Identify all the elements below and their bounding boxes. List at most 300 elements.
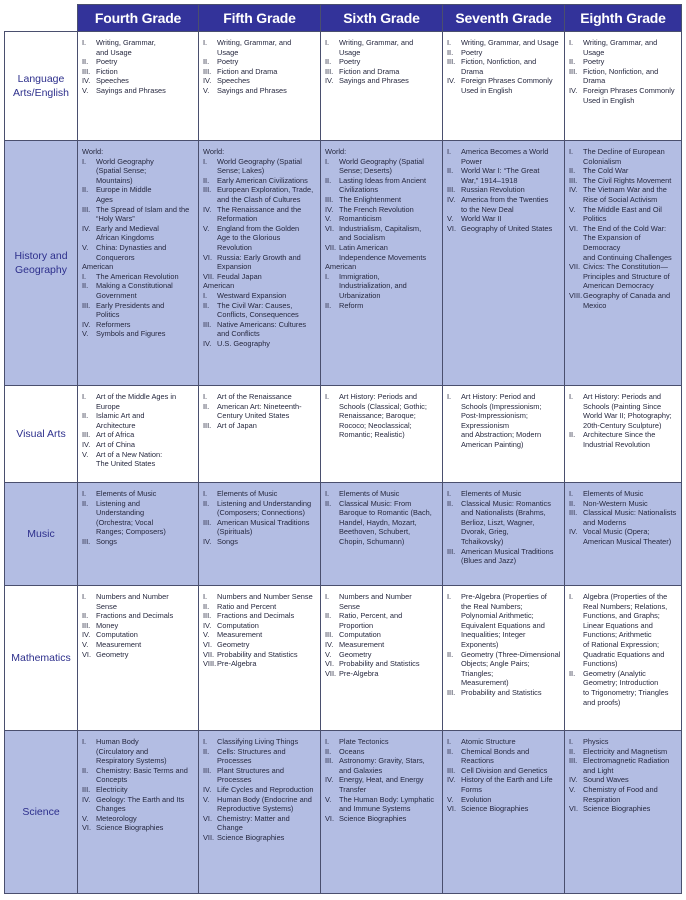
topic-text-line: Early Presidents and (96, 300, 165, 310)
topic-numeral: VI. (569, 804, 579, 814)
topic-item (82, 537, 196, 547)
topic-text-line: Transfer (339, 784, 367, 794)
topic-numeral: III. (82, 66, 91, 76)
topic-item (569, 527, 679, 546)
topic-item (82, 411, 196, 430)
topic-text-line: Pre-Algebra (Properties of (461, 592, 547, 601)
topic-text-line: Foreign Phrases Commonly (461, 76, 553, 86)
topic-text-line: Government (96, 290, 137, 300)
topic-text (583, 262, 679, 291)
grade-header-fourth: Fourth Grade (78, 5, 199, 32)
topic-numeral: I. (569, 592, 574, 601)
topic-text (461, 804, 562, 814)
topic-item (82, 621, 196, 631)
topic-numeral: I. (203, 38, 208, 47)
topic-numeral: I. (325, 737, 330, 746)
topic-numeral: VI. (203, 252, 213, 262)
topic-text (339, 38, 440, 57)
topic-text-line: Mountains) (96, 175, 133, 185)
topic-text (217, 489, 318, 499)
topic-item (325, 157, 440, 176)
topic-text-line: Drama (461, 66, 484, 76)
topic-text (583, 185, 679, 204)
topic-text-line: Astronomy: Gravity, Stars, (339, 756, 425, 766)
topic-item (569, 592, 679, 669)
topic-item (203, 795, 318, 814)
subject-label (5, 483, 78, 586)
topic-item (82, 224, 196, 243)
topic-text-line: Human Body (96, 737, 139, 746)
topic-numeral: IV. (203, 76, 212, 86)
topic-numeral: V. (325, 794, 332, 804)
topic-numeral: I. (569, 392, 574, 401)
topic-text-line: Money (96, 620, 119, 630)
topic-text-line: The Human Body: Lymphatic (339, 794, 435, 804)
subject-label-line: Music (27, 528, 55, 540)
topic-text (217, 518, 318, 537)
topic-text-line: Physics (583, 737, 609, 746)
topic-item (569, 291, 679, 310)
topic-text (217, 392, 318, 402)
topic-numeral: VII. (203, 271, 215, 281)
topic-text (96, 537, 196, 547)
topic-text-line: Computation (217, 620, 259, 630)
topic-item (325, 38, 440, 57)
topic-text (461, 38, 562, 48)
topic-item (203, 320, 318, 339)
topic-text-line: Measurement (96, 639, 142, 649)
topic-numeral: I. (203, 156, 208, 166)
topic-text-line: and Nationalists (Brahms, (461, 508, 546, 518)
topic-item (569, 785, 679, 804)
topic-numeral: V. (82, 639, 89, 649)
topic-item (203, 224, 318, 253)
topic-text-line: Early American Civilizations (217, 175, 308, 185)
topic-numeral: V. (447, 794, 454, 804)
topic-text (96, 814, 196, 824)
topic-numeral: IV. (82, 439, 91, 449)
topic-numeral: II. (447, 746, 454, 756)
topic-numeral: III. (203, 765, 212, 775)
topic-text-line: Baroque to Romantic (Bach, (339, 508, 432, 518)
topic-text-line: Drama (583, 76, 606, 86)
topic-numeral: IV. (203, 204, 212, 214)
topic-numeral: III. (203, 420, 212, 430)
topic-text-line: Science Biographies (96, 823, 164, 833)
topic-item (325, 737, 440, 747)
topic-text (96, 157, 196, 186)
topic-item (325, 747, 440, 757)
subject-label-line: Language (17, 73, 65, 85)
topic-text-line: Processes (217, 756, 252, 766)
topic-text-line: Sayings and Phrases (96, 85, 166, 95)
topic-numeral: III. (569, 756, 578, 766)
topic-numeral: VIII. (203, 659, 217, 669)
topic-numeral: V. (82, 449, 89, 459)
topic-numeral: V. (82, 85, 89, 95)
topic-text-line: Songs (217, 536, 238, 546)
topic-item (569, 147, 679, 166)
topic-text-line: and the Clash of Cultures (217, 194, 301, 204)
topic-numeral: II. (569, 166, 576, 176)
topic-item (203, 621, 318, 631)
topic-text-line: Classical Music: Romantics (461, 498, 551, 508)
topic-numeral: VII. (325, 668, 337, 678)
topic-text (461, 392, 562, 450)
topic-text-line: Dvorak, Grieg, (461, 527, 509, 537)
topic-numeral: III. (203, 185, 212, 195)
topic-text-line: and proofs) (583, 697, 621, 707)
topic-text (96, 611, 196, 621)
topic-numeral: IV. (325, 76, 334, 86)
topic-numeral: VI. (203, 813, 213, 823)
topic-numeral: IV. (82, 223, 91, 233)
topic-item (325, 592, 440, 611)
topic-text-line: Making a Constitutional (96, 281, 173, 291)
topic-text-line: Fiction and Drama (339, 66, 400, 76)
topic-text (339, 592, 440, 611)
subject-label (5, 32, 78, 141)
topic-item (203, 537, 318, 547)
topic-text-line: Schools (Painting Since (583, 401, 662, 411)
topic-text-line: and Continuing Challenges (583, 252, 672, 262)
topic-text-line: American Musical Theater) (583, 536, 672, 546)
topic-text-line: Politics (96, 310, 120, 320)
row-mathematics (5, 586, 682, 731)
topic-numeral: II. (325, 57, 332, 67)
topic-text (339, 795, 440, 814)
topic-item (325, 205, 440, 215)
topic-text-line: and Immune Systems (339, 804, 411, 814)
topic-item (82, 57, 196, 67)
topic-text-line: China: Dynasties and (96, 242, 167, 252)
topic-item (447, 76, 562, 95)
topic-cell (321, 731, 443, 894)
topic-numeral: V. (82, 329, 89, 339)
grade-header-eighth: Eighth Grade (565, 5, 682, 32)
curriculum-table (4, 4, 681, 893)
topic-item (569, 176, 679, 186)
topic-numeral: I. (82, 271, 87, 281)
topic-item (447, 147, 562, 166)
topic-text-line: Evolution (461, 794, 492, 804)
topic-text-line: Functions) (583, 659, 618, 669)
topic-item (82, 320, 196, 330)
topic-text-line: Electromagnetic Radiation (583, 756, 670, 766)
topic-text (96, 737, 196, 766)
topic-text-line: Numbers and Number (96, 592, 169, 601)
topic-item (203, 592, 318, 602)
topic-text-line: Plant Structures and (217, 765, 284, 775)
topic-numeral: IV. (569, 527, 578, 537)
topic-item (203, 814, 318, 833)
topic-text-line: World Geography (Spatial (217, 156, 302, 166)
topic-numeral: II. (569, 498, 576, 508)
topic-text (96, 489, 196, 499)
topic-text-line: Post-Impressionism; (461, 411, 528, 421)
topic-text-line: American Democracy (583, 281, 654, 291)
topic-text (339, 224, 440, 243)
topic-text-line: to the New Deal (461, 204, 514, 214)
topic-text (583, 67, 679, 86)
topic-text-line: European Exploration, Trade, (217, 185, 314, 195)
topic-text-line: Speeches (96, 76, 129, 86)
topic-item (203, 157, 318, 176)
topic-cell (199, 141, 321, 386)
topic-text-line: Ages (96, 194, 113, 204)
topic-text-line: Civics: The Constitution— (583, 262, 668, 272)
topic-numeral: V. (447, 214, 454, 224)
topic-numeral: IV. (325, 204, 334, 214)
topic-text-line: Sense; Lakes) (217, 166, 265, 176)
topic-cell (443, 731, 565, 894)
topic-text-line: Poetry (461, 47, 483, 57)
topic-text (96, 185, 196, 204)
topic-item (447, 775, 562, 794)
topic-text-line: Songs (96, 536, 117, 546)
topic-numeral: VII. (203, 832, 215, 842)
topic-text-line: Art of Japan (217, 420, 257, 430)
topic-text-line: Principles and Structure of (583, 271, 670, 281)
topic-item (203, 766, 318, 785)
topic-text (96, 440, 196, 450)
topic-item (325, 243, 440, 262)
subject-label (5, 731, 78, 894)
topic-text (339, 611, 440, 630)
topic-text (96, 823, 196, 833)
topic-text-line: Sound Waves (583, 775, 629, 785)
topic-numeral: III. (325, 194, 334, 204)
topic-text-line: Early and Medieval (96, 223, 159, 233)
topic-numeral: V. (569, 784, 576, 794)
topic-numeral: IV. (569, 85, 578, 95)
topic-text-line: Writing, Grammar, and (583, 38, 658, 47)
topic-cell (565, 731, 682, 894)
topic-text-line: Sayings and Phrases (339, 76, 409, 86)
topic-text-line: Chopin, Schumann) (339, 536, 405, 546)
topic-text (217, 499, 318, 518)
topic-text-line: Tchaikovsky) (461, 536, 504, 546)
topic-text (217, 814, 318, 833)
topic-text (461, 499, 562, 547)
topic-text-line: Industrialization, and (339, 281, 407, 291)
topic-item (203, 57, 318, 67)
topic-text-line: The Decline of European (583, 147, 665, 156)
topic-numeral: II. (82, 57, 89, 67)
topic-text-line: Rise of Social Activism (583, 194, 658, 204)
topic-text-line: Non-Western Music (583, 498, 648, 508)
topic-text-line: Computation (339, 630, 381, 640)
topic-text-line: The Civil War: Causes, (217, 300, 293, 310)
topic-numeral: III. (447, 687, 456, 697)
topic-cell (78, 586, 199, 731)
topic-item (325, 640, 440, 650)
topic-text (583, 592, 679, 669)
topic-text (461, 650, 562, 688)
topic-text-line: The French Revolution (339, 204, 414, 214)
topic-item (203, 301, 318, 320)
topic-text-line: Used in English (461, 85, 513, 95)
topic-text (461, 147, 562, 166)
topic-numeral: II. (325, 746, 332, 756)
topic-cell (199, 386, 321, 483)
topic-numeral: II. (447, 166, 454, 176)
topic-text-line: Writing, Grammar, (96, 38, 156, 47)
topic-text-line: Geometry (96, 649, 129, 659)
topic-text-line: Elements of Music (461, 489, 522, 498)
topic-text-line: Measurement (217, 630, 263, 640)
topic-text (96, 76, 196, 86)
topic-text-line: Geometry (Three-Dimensional (461, 649, 561, 659)
topic-text (217, 157, 318, 176)
topic-numeral: IV. (447, 194, 456, 204)
topic-text-line: Russian Revolution (461, 185, 525, 195)
topic-text-line: (Spirituals) (217, 527, 253, 537)
topic-text (217, 185, 318, 204)
topic-text-line: Civilizations (339, 185, 379, 195)
topic-text-line: and Socialism (339, 233, 386, 243)
topic-numeral: I. (203, 392, 208, 401)
topic-numeral: II. (325, 300, 332, 310)
topic-numeral: IV. (82, 319, 91, 329)
topic-numeral: III. (569, 66, 578, 76)
topic-numeral: VII. (203, 649, 215, 659)
topic-numeral: III. (203, 319, 212, 329)
topic-numeral: I. (325, 392, 330, 401)
topic-item (325, 669, 440, 679)
topic-numeral: V. (325, 214, 332, 224)
topic-text-line: Expressionism (461, 420, 510, 430)
topic-cell (565, 32, 682, 141)
topic-text (339, 669, 440, 679)
topic-numeral: VI. (203, 639, 213, 649)
topic-text-line: Islamic Art and (96, 411, 145, 421)
topic-text-line: Science Biographies (217, 832, 285, 842)
topic-text (217, 301, 318, 320)
topic-item (203, 272, 318, 282)
topic-text-line: World Geography (Spatial (339, 156, 424, 166)
topic-text (583, 205, 679, 224)
topic-item (325, 195, 440, 205)
topic-text-line: Romanticism (339, 214, 382, 224)
topic-text-line: Cells: Structures and (217, 746, 286, 756)
topic-numeral: I. (447, 489, 452, 498)
topic-text (339, 195, 440, 205)
topic-text-line: Human Body (Endocrine and (217, 794, 312, 804)
topic-item (82, 450, 196, 469)
topic-text-line: The Renaissance and the (217, 204, 302, 214)
topic-numeral: VII. (569, 262, 581, 272)
topic-item (569, 67, 679, 86)
topic-text-line: Europe in Middle (96, 185, 152, 195)
topic-text (461, 547, 562, 566)
topic-text-line: Art of the Middle Ages in (96, 392, 177, 401)
topic-cell (565, 386, 682, 483)
topic-numeral: I. (447, 38, 452, 47)
topic-item (569, 86, 679, 105)
topic-item (82, 281, 196, 300)
topic-text (96, 57, 196, 67)
topic-text-line: Poetry (583, 57, 605, 67)
topic-numeral: II. (82, 411, 89, 421)
topic-text-line: and Moderns (583, 517, 627, 527)
topic-text-line: The American Revolution (96, 271, 179, 281)
topic-text-line: Romantic; Realistic) (339, 430, 405, 440)
topic-item (569, 166, 679, 176)
topic-item (447, 38, 562, 48)
topic-text (461, 195, 562, 214)
topic-item (82, 737, 196, 766)
topic-group-heading: American (82, 262, 114, 272)
topic-text (583, 38, 679, 57)
subject-label-line: Mathematics (11, 652, 71, 664)
topic-numeral: II. (203, 175, 210, 185)
topic-item (203, 205, 318, 224)
topic-numeral: IV. (447, 76, 456, 86)
topic-text (339, 640, 440, 650)
topic-numeral: I. (82, 392, 87, 401)
topic-item (325, 814, 440, 824)
topic-text-line: Plate Tectonics (339, 737, 389, 746)
topic-numeral: I. (325, 271, 330, 281)
topic-numeral: II. (569, 668, 576, 678)
topic-text-line: Probability and Statistics (461, 687, 542, 697)
topic-text-line: and Conflicts (217, 329, 260, 339)
topic-item (569, 185, 679, 204)
topic-text (96, 224, 196, 243)
topic-numeral: IV. (569, 185, 578, 195)
topic-text (217, 766, 318, 785)
topic-item (203, 659, 318, 669)
topic-numeral: III. (569, 508, 578, 518)
topic-text-line: Fiction (96, 66, 118, 76)
topic-text-line: History of the Earth and Life (461, 775, 553, 785)
topic-group-heading: American (325, 262, 357, 272)
topic-text-line: Chemistry of Food and (583, 784, 658, 794)
topic-text-line: Revolution (217, 242, 252, 252)
topic-text-line: and Galaxies (339, 765, 383, 775)
topic-item (447, 166, 562, 185)
topic-text (583, 756, 679, 775)
topic-item (447, 804, 562, 814)
topic-text-line: Geography of United States (461, 223, 553, 233)
header-corner (5, 5, 78, 32)
topic-text-line: Elements of Music (339, 489, 400, 498)
topic-item (82, 157, 196, 186)
topic-item (447, 214, 562, 224)
topic-text (583, 499, 679, 509)
topic-cell (199, 483, 321, 586)
topic-text-line: The Vietnam War and the (583, 185, 667, 195)
topic-text-line: Art of a New Nation: (96, 449, 163, 459)
topic-numeral: VI. (569, 223, 579, 233)
topic-text-line: Science Biographies (583, 804, 651, 814)
topic-group-heading: World: (325, 147, 347, 156)
topic-numeral: I. (203, 290, 208, 300)
topic-text-line: Art History: Periods and (583, 392, 662, 401)
topic-text-line: Listening and Understanding (217, 498, 312, 508)
topic-item (203, 747, 318, 766)
topic-item (203, 518, 318, 537)
topic-numeral: III. (569, 175, 578, 185)
topic-text-line: World War II (461, 214, 502, 224)
topic-numeral: I. (82, 737, 87, 746)
topic-numeral: II. (203, 746, 210, 756)
topic-numeral: III. (82, 784, 91, 794)
topic-text-line: Fiction, Nonfiction, and (461, 57, 537, 67)
topic-item (203, 833, 318, 843)
topic-text-line: Atomic Structure (461, 737, 516, 746)
